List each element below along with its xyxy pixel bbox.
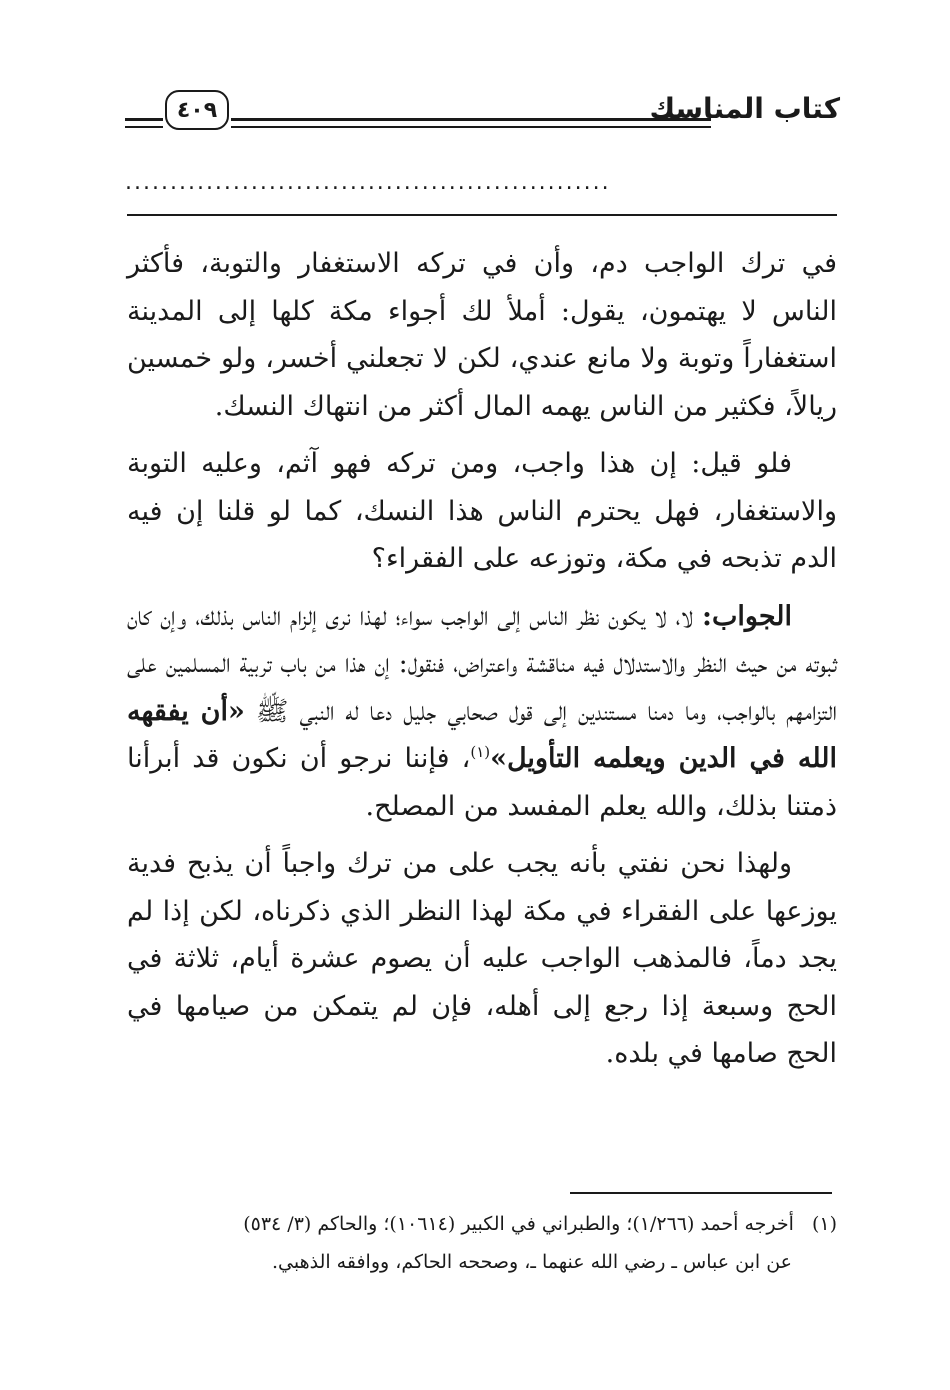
answer-label: الجواب: <box>702 600 792 632</box>
footnote-number: (١) <box>811 1213 837 1235</box>
footnote-text-2: عن ابن عباس ـ رضي الله عنهما ـ، وصححه الحاكم، ووافقه الذهبي. <box>271 1251 792 1273</box>
page-number-box <box>165 90 229 130</box>
main-text <box>127 240 837 1088</box>
footnote-marker: (١) <box>470 743 491 761</box>
paragraph-3 <box>127 593 837 831</box>
header-rule-left-thin <box>125 126 163 128</box>
header-rule-right-thin <box>231 126 711 128</box>
footnote-text-1: أخرجه أحمد (١/٢٦٦)؛ والطبراني في الكبير (١٠٦١٤)؛ والحاكم (٣/ ٥٣٤) <box>243 1213 794 1235</box>
header-rule-right <box>231 118 711 121</box>
header-dots: ...................................................... <box>125 170 611 195</box>
header-separator <box>127 214 837 216</box>
paragraph-2: فلو قيل: إن هذا واجب، ومن تركه فهو آثم، وعليه التوبة والاستغفار، فهل يحترم الناس هذا النسك، كما لو قلنا إن فيه الدم تذبحه في مكة، وتوزعه على الفقراء؟ <box>127 448 837 574</box>
book-title: كتاب المناسك <box>649 92 840 125</box>
paragraph-1: في ترك الواجب دم، وأن في تركه الاستغفار والتوبة، فأكثر الناس لا يهتمون، يقول: أملأ لك أجواء مكة كلها إلى المدينة استغفاراً وتوبة ولا مانع عندي، لكن لا تجعلني أخسر، ولو خمسين ريالاً، فكثير من الناس يهمه المال أكثر من انتهاك النسك. <box>127 248 837 422</box>
footnote-rule <box>570 1192 832 1194</box>
paragraph-4: ولهذا نحن نفتي بأنه يجب على من ترك واجباً أن يذبح فدية يوزعها على الفقراء في مكة لهذا النظر الذي ذكرناه، لكن إذا لم يجد دماً، فالمذهب الواجب عليه أن يصوم عشرة أيام، ثلاثة في الحج وسبعة إذا رجع إلى أهله، فإن لم يتمكن من صيامها في الحج صامها في بلده. <box>127 848 837 1069</box>
hadith-quote: «أن يفقهه الله في الدين ويعلمه التأويل» <box>127 695 837 774</box>
page-header <box>125 88 840 143</box>
footnote <box>127 1205 837 1281</box>
answer-tail: ، فإننا نرجو أن نكون قد أبرأنا ذمتنا بذلك، والله يعلم المفسد من المصلح. <box>127 743 837 822</box>
answer-text: لا، لا يكون نظر الناس إلى الواجب سواء؛ لهذا نرى إلزام الناس بذلك، وإن كان ثبوته من حيث النظر والاستدلال فيه مناقشة واعتراض، فنقول: إن هذا من باب تربية المسلمين على التزامهم بالواجب، وما دمنا مستندين إلى قول صحابي جليل دعا له النبي ﷺ <box>127 600 837 727</box>
footnote-line-1 <box>127 1205 837 1243</box>
header-rule-left <box>125 118 163 121</box>
page-number: ٤٠٩ <box>176 97 218 123</box>
